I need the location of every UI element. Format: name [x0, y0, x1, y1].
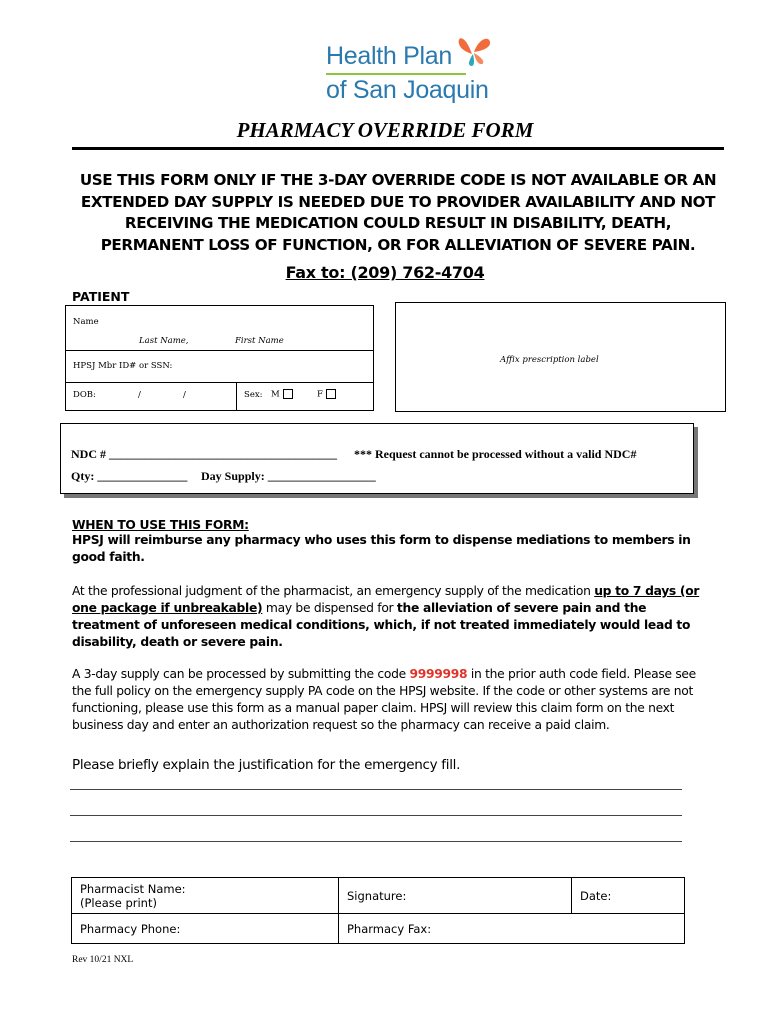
last-name-label: Last Name, — [139, 336, 189, 346]
first-name-label: First Name — [235, 336, 284, 346]
signature-table — [71, 877, 685, 944]
warning-line: EXTENDED DAY SUPPLY IS NEEDED DUE TO PROVIDER AVAILABILITY AND NOT — [80, 192, 716, 211]
justification-label: Please briefly explain the justification for the emergency fill. — [72, 757, 461, 773]
patient-heading: PATIENT — [72, 289, 130, 304]
qty-field[interactable]: Qty: _______________ — [71, 469, 188, 483]
date-label: Date: — [580, 888, 612, 903]
patient-name-field[interactable] — [66, 306, 373, 351]
logo-text-line2: of San Joaquin — [326, 76, 489, 104]
justification-line[interactable] — [70, 815, 682, 816]
justification-line[interactable] — [70, 789, 682, 790]
p2-text: At the professional judgment of the pharmacist, an emergency supply of the medication — [72, 584, 595, 598]
prescription-label-area[interactable] — [395, 302, 726, 412]
day-supply-field[interactable]: Day Supply: __________________ — [201, 469, 376, 483]
revision-note: Rev 10/21 NXL — [72, 955, 134, 965]
form-title: PHARMACY OVERRIDE FORM — [236, 118, 534, 142]
member-id-field[interactable] — [66, 351, 373, 383]
emergency-supply-paragraph — [72, 583, 702, 651]
three-day-paragraph — [72, 666, 702, 734]
sex-female-label: F — [317, 389, 323, 400]
butterfly-logo-icon — [455, 32, 493, 68]
p3-text: A 3-day supply can be processed by submitting the code — [72, 667, 410, 681]
p2-days: up to 7 days (or one package if unbreakable) — [72, 584, 700, 615]
warning-line: RECEIVING THE MEDICATION COULD RESULT IN DISABILITY, DEATH, — [124, 214, 672, 232]
affix-label-text: Affix prescription label — [500, 355, 599, 365]
member-id-label: HPSJ Mbr ID# or SSN: — [73, 361, 173, 371]
warning-line: USE THIS FORM ONLY IF THE 3-DAY OVERRIDE CODE IS NOT AVAILABLE OR AN — [79, 171, 717, 189]
signature-field[interactable] — [339, 878, 572, 914]
signature-label: Signature: — [347, 888, 407, 903]
ndc-note: *** Request cannot be processed without a valid NDC# — [354, 447, 637, 461]
reimburse-text: HPSJ will reimburse any pharmacy who uses this form to dispense mediations to members in good faith. — [72, 533, 691, 564]
logo-text-line1: Health Plan — [326, 42, 452, 70]
sex-female-checkbox[interactable] — [326, 389, 336, 399]
date-field[interactable] — [572, 878, 685, 914]
dob-field[interactable] — [66, 383, 237, 410]
dob-separator: / — [138, 390, 141, 400]
when-heading: WHEN TO USE THIS FORM: — [72, 518, 249, 532]
dob-separator: / — [183, 390, 186, 400]
warning-line: PERMANENT LOSS OF FUNCTION, OR FOR ALLEVIATION OF SEVERE PAIN. — [100, 235, 696, 254]
logo-divider — [326, 73, 466, 75]
ndc-box — [60, 423, 694, 494]
sex-female-option[interactable] — [317, 389, 336, 400]
pharmacist-name-label: Pharmacist Name: — [80, 881, 186, 896]
name-label: Name — [73, 317, 99, 327]
sex-label: Sex: — [244, 390, 263, 400]
override-code: 9999998 — [409, 667, 468, 681]
patient-info-box — [65, 305, 374, 411]
ndc-field[interactable]: NDC # ______________________________________ — [71, 447, 337, 461]
justification-line[interactable] — [70, 841, 682, 842]
sex-male-option[interactable] — [271, 389, 293, 400]
please-print-label: (Please print) — [80, 895, 157, 910]
title-rule — [72, 147, 724, 150]
usage-warning — [72, 170, 724, 256]
pharmacy-fax-field[interactable] — [339, 914, 685, 944]
pharmacist-name-field[interactable] — [72, 878, 339, 914]
p3-text: in the prior auth code field. Please see the full policy on the emergency supply PA code on the HPSJ website. If the code or other systems are not functioning, please use this form as a manual paper claim. HPSJ will review this claim form on the next business day and enter an authorization request so the pharmacy can receive a paid claim. — [72, 667, 696, 732]
sex-male-checkbox[interactable] — [283, 389, 293, 399]
dob-label: DOB: — [73, 390, 96, 400]
pharmacy-phone-field[interactable] — [72, 914, 339, 944]
pharmacy-phone-label: Pharmacy Phone: — [80, 921, 181, 936]
p2-text: may be dispensed for — [262, 601, 397, 615]
fax-number: Fax to: (209) 762-4704 — [285, 263, 485, 282]
sex-male-label: M — [271, 389, 280, 400]
p2-conditions: the alleviation of severe pain and the treatment of unforeseen medical conditions, which, if not treated immediately would lead to disability, death or severe pain. — [72, 601, 691, 649]
pharmacy-fax-label: Pharmacy Fax: — [347, 921, 432, 936]
